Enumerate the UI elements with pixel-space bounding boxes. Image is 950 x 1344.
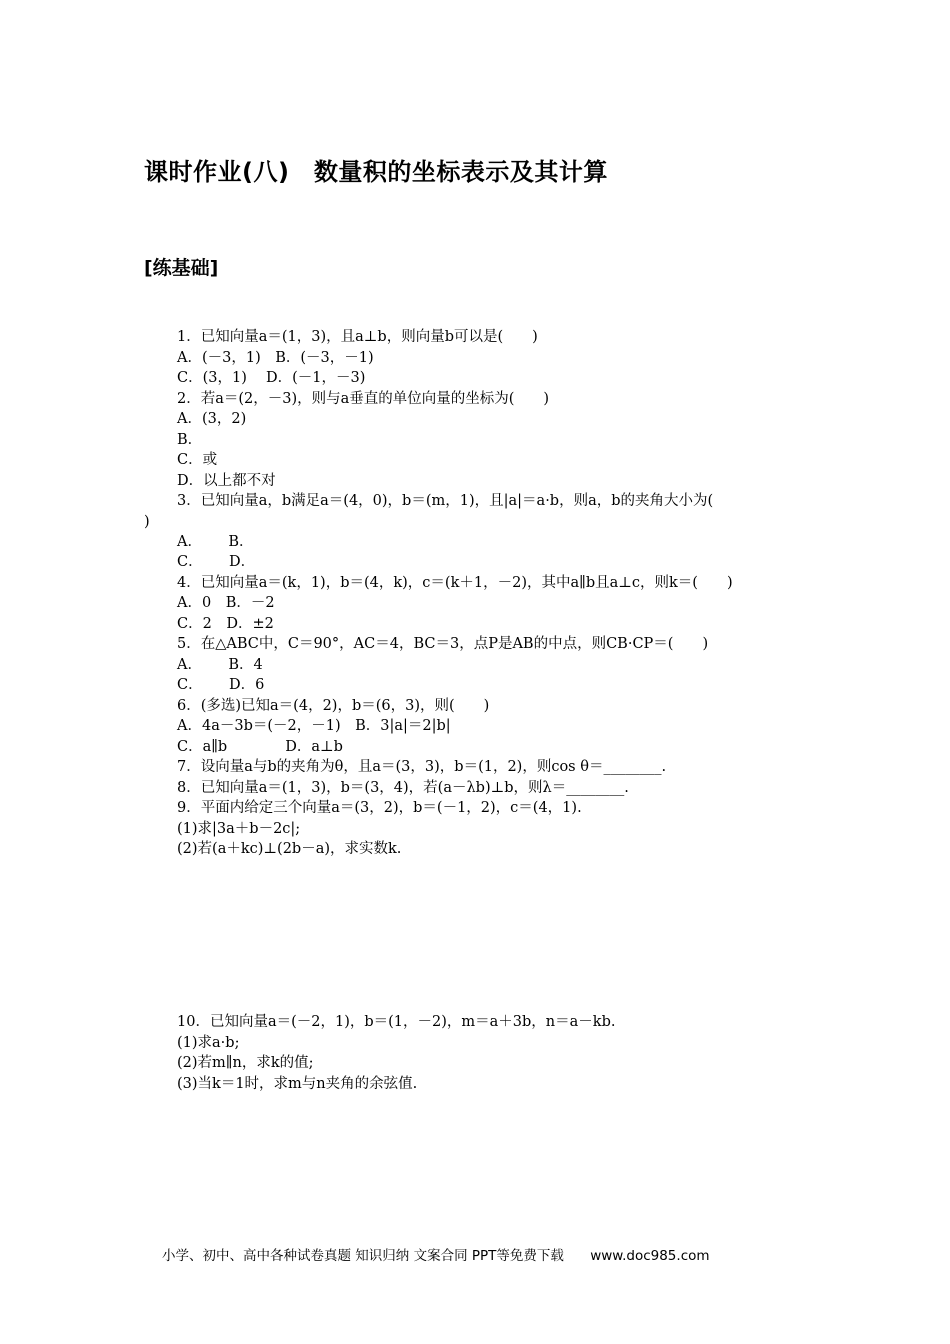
- q5-options-cd: C． D．6: [177, 677, 265, 693]
- question-1: 1．已知向量a＝(1，3)，且a⊥b，则向量b可以是( ): [177, 329, 538, 345]
- footer-url[interactable]: www.doc985.com: [590, 1248, 710, 1264]
- footer-text: 小学、初中、高中各种试卷真题 知识归纳 文案合同 PPT等免费下载: [162, 1248, 564, 1264]
- page-title: 课时作业(八) 数量积的坐标表示及其计算: [144, 158, 608, 186]
- q10-part-3: (3)当k＝1时，求m与n夹角的余弦值.: [177, 1076, 418, 1092]
- q2-option-a: A．(3，2): [177, 411, 247, 427]
- q5-options-ab: A． B．4: [177, 657, 263, 673]
- q4-options-ab: A．0 B．－2: [177, 595, 275, 611]
- q10-part-2: (2)若m∥n，求k的值;: [177, 1055, 314, 1071]
- q3-options-ab: A． B．: [177, 534, 254, 550]
- q1-options-cd: C．(3，1) D．(－1，－3): [177, 370, 366, 386]
- q9-part-2: (2)若(a＋kc)⊥(2b－a)，求实数k.: [177, 841, 402, 857]
- footer: [162, 1244, 710, 1264]
- question-10: 10．已知向量a＝(－2，1)，b＝(1，－2)，m＝a＋3b，n＝a－kb.: [177, 1014, 616, 1030]
- section-heading: [练基础]: [144, 257, 219, 279]
- q9-part-1: (1)求|3a＋b－2c|;: [177, 821, 301, 837]
- q10-part-1: (1)求a·b;: [177, 1035, 240, 1051]
- q6-options-ab: A．4a－3b＝(－2，－1) B．3|a|＝2|b|: [177, 718, 451, 734]
- question-3: 3．已知向量a，b满足a＝(4，0)，b＝(m，1)，且|a|＝a·b，则a，b的夹角大小为(: [177, 493, 714, 509]
- question-9: 9．平面内给定三个向量a＝(3，2)，b＝(－1，2)，c＝(4，1).: [177, 800, 582, 816]
- q1-options-ab: A．(－3，1) B．(－3，－1): [177, 350, 374, 366]
- question-3-end: ): [144, 514, 150, 530]
- question-2: 2．若a＝(2，－3)，则与a垂直的单位向量的坐标为( ): [177, 391, 550, 407]
- question-5: 5．在△ABC中，C＝90°，AC＝4，BC＝3，点P是AB的中点，则CB·CP＝( ): [177, 636, 709, 652]
- q3-options-cd: C． D．: [177, 554, 256, 570]
- question-6: 6．(多选)已知a＝(4，2)，b＝(6，3)，则( ): [177, 698, 490, 714]
- q6-options-cd: C．a∥b D．a⊥b: [177, 739, 343, 755]
- question-4: 4．已知向量a＝(k，1)，b＝(4，k)，c＝(k＋1，－2)，其中a∥b且a⊥c，则k＝( ): [177, 575, 733, 591]
- q2-option-d: D．以上都不对: [177, 473, 276, 489]
- q2-option-c: C．或: [177, 452, 218, 468]
- question-7: 7．设向量a与b的夹角为θ，且a＝(3，3)，b＝(1，2)，则cos θ＝________.: [177, 759, 667, 775]
- q4-options-cd: C．2 D．±2: [177, 616, 274, 632]
- question-8: 8．已知向量a＝(1，3)，b＝(3，4)，若(a－λb)⊥b，则λ＝________.: [177, 780, 629, 796]
- q2-option-b: B．: [177, 432, 203, 448]
